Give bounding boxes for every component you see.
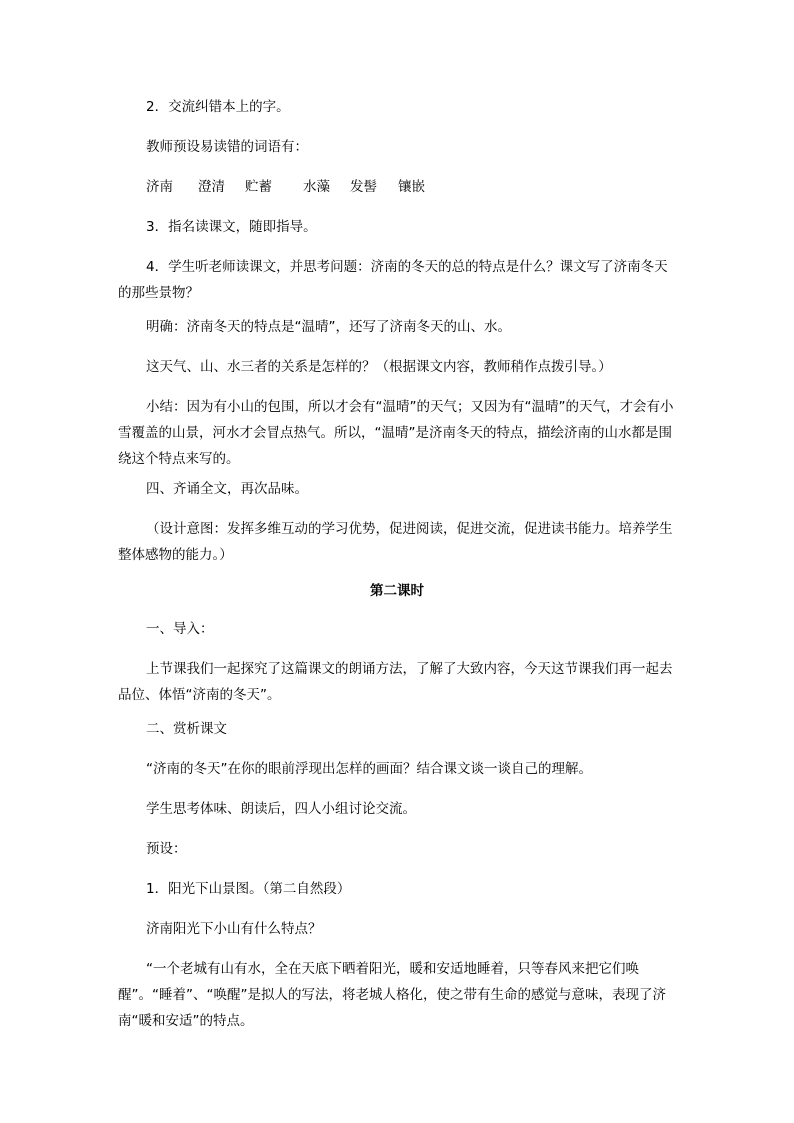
paragraph-exchange-errors: 2．交流纠错本上的字。 xyxy=(146,99,290,115)
word-item: 发髻 xyxy=(350,179,377,195)
word-item: 济南 xyxy=(146,179,173,195)
word-item: 澄清 xyxy=(198,179,225,195)
paragraph-design-intent: （设计意图：发挥多维互动的学习优势，促进阅读，促进交流，促进读书能力。培养学生整体感物的能力。） xyxy=(118,521,673,563)
paragraph-relationship: 这天气、山、水三者的关系是怎样的？（根据课文内容，教师稍作点拨引导。） xyxy=(146,359,612,375)
paragraph-intro-heading: 一、导入： xyxy=(146,621,214,637)
paragraph-question-picture: “济南的冬天”在你的眼前浮现出怎样的画面？结合课文谈一谈自己的理解。 xyxy=(146,761,592,777)
paragraph-sunlight-scene: 1．阳光下山景图。（第二自然段） xyxy=(146,881,351,897)
paragraph-mountain-feature: 济南阳光下小山有什么特点？ xyxy=(146,921,322,937)
word-item: 镶嵌 xyxy=(398,179,425,195)
paragraph-listen-question: 4．学生听老师读课文，并思考问题：济南的冬天的总的特点是什么？课文写了济南冬天的那些景物？ xyxy=(118,259,668,301)
paragraph-intro-text: 上节课我们一起探究了这篇课文的朗诵方法，了解了大致内容，今天这节课我们再一起去品位、体悟“济南的冬天”。 xyxy=(118,661,673,703)
paragraph-clarify: 明确：济南冬天的特点是“温晴”，还写了济南冬天的山、水。 xyxy=(146,319,511,335)
paragraph-read-aloud: 3．指名读课文，随即指导。 xyxy=(146,219,317,235)
paragraph-recite: 四、齐诵全文，再次品味。 xyxy=(146,481,308,497)
paragraph-teacher-preset: 教师预设易读错的词语有： xyxy=(146,139,308,155)
paragraph-quote-analysis: “一个老城有山有水，全在天底下晒着阳光，暖和安适地睡着，只等春风来把它们唤醒”。“睡着”、“唤醒”是拟人的写法，将老城人格化，使之带有生命的感觉与意味，表现了济南“暖和安适”的特点。 xyxy=(118,961,666,1029)
word-item: 水藻 xyxy=(303,179,330,195)
paragraph-discussion: 学生思考体味、朗读后，四人小组讨论交流。 xyxy=(146,801,416,817)
word-item: 贮蓄 xyxy=(245,179,272,195)
paragraph-appreciate-heading: 二、赏析课文 xyxy=(146,721,227,737)
section-heading: 第二课时 xyxy=(370,583,424,599)
paragraph-preset: 预设： xyxy=(146,841,187,857)
paragraph-summary: 小结：因为有小山的包围，所以才会有“温晴”的天气；又因为有“温晴”的天气，才会有小雪覆盖的山景，河水才会冒点热气。所以，“温晴”是济南冬天的特点，描绘济南的山水都是围绕这个特点来写的。 xyxy=(118,399,674,467)
